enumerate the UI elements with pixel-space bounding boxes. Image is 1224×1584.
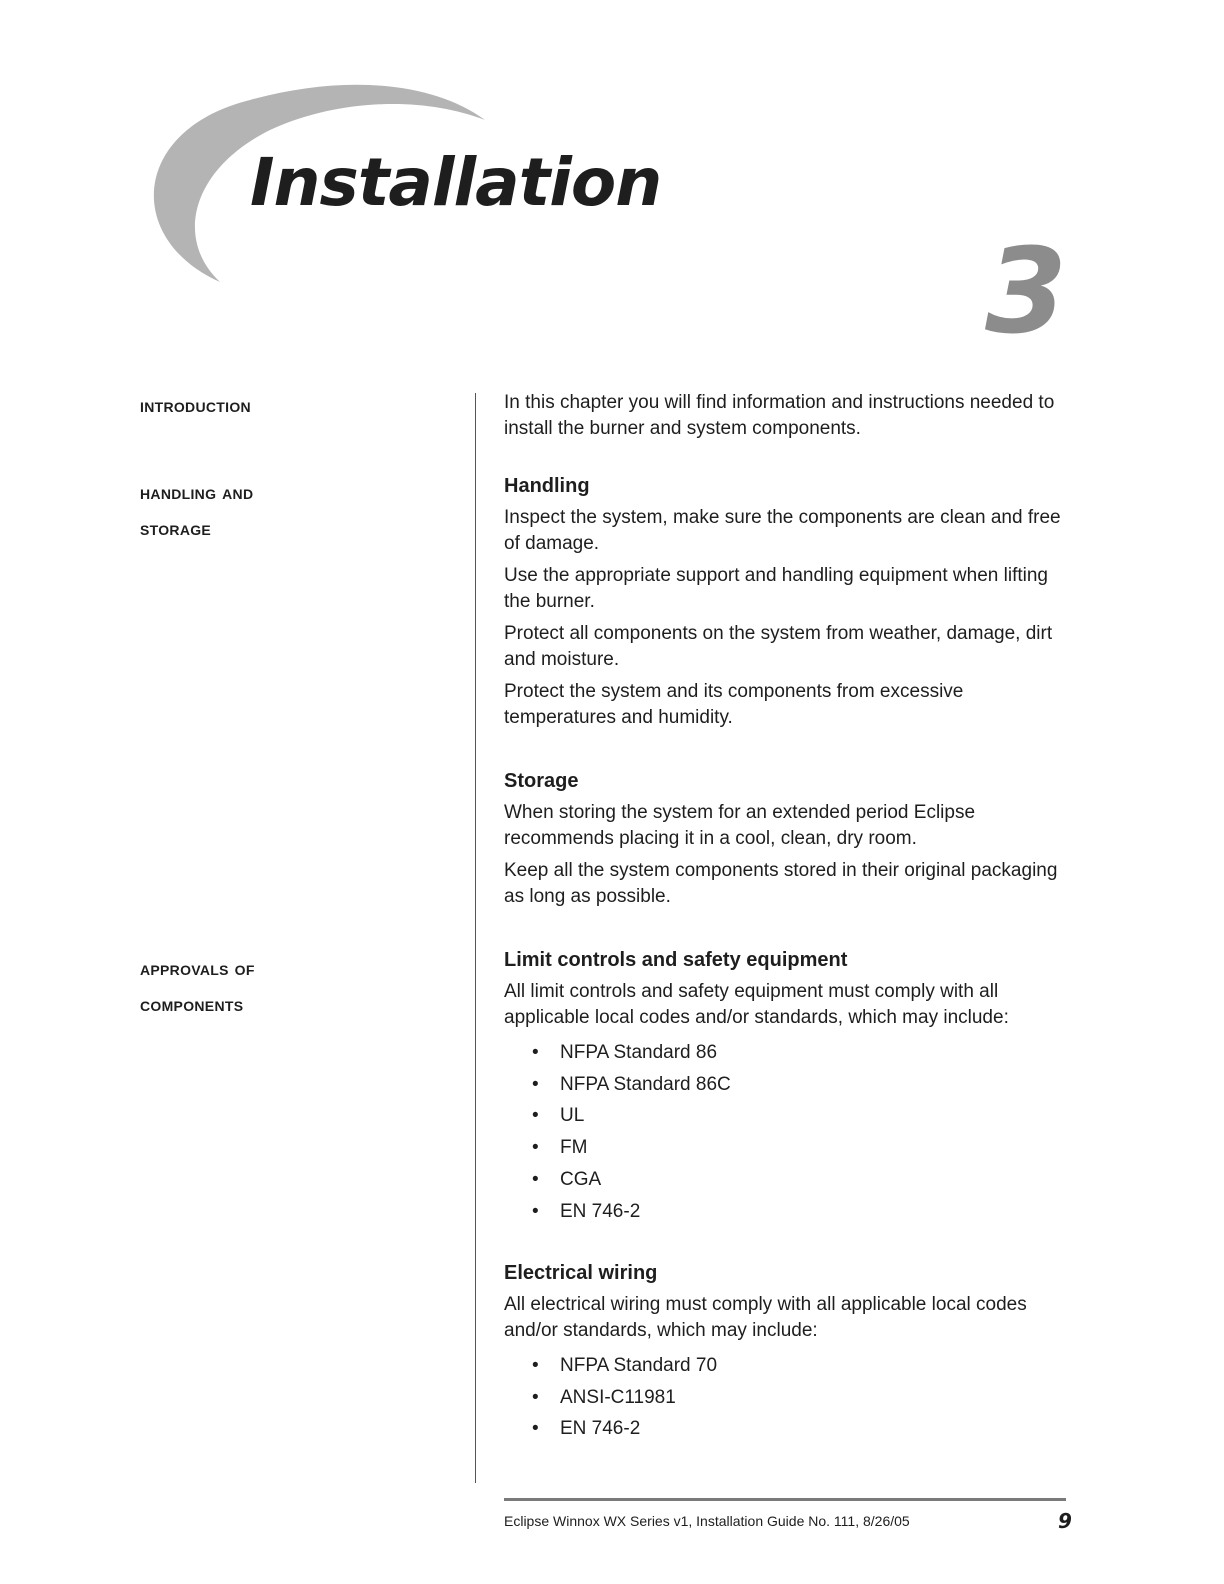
handling-section [504, 473, 1074, 737]
footer-text: Eclipse Winnox WX Series v1, Installation Guide No. 111, 8/26/05 [504, 1513, 910, 1529]
sidebar-heading-approvals-line1: approvals of [140, 958, 255, 980]
intro-section [504, 390, 1074, 448]
storage-paragraph: Keep all the system components stored in their original packaging as long as possible. [504, 860, 1058, 907]
sidebar-heading-handling-storage [140, 475, 440, 547]
handling-paragraph: Protect the system and its components from excessive temperatures and humidity. [504, 681, 964, 728]
list-item: • UL [532, 1100, 1074, 1132]
sidebar-heading-handling-line2: storage [140, 518, 212, 540]
sidebar-heading-approvals-line2: components [140, 994, 244, 1016]
intro-paragraph: In this chapter you will find information and instructions needed to install the burner and system components. [504, 392, 1055, 439]
sidebar-heading-handling-line1: handling and [140, 482, 254, 504]
electrical-wiring-section [504, 1260, 1074, 1445]
list-item: • EN 746-2 [532, 1196, 1074, 1228]
sidebar-heading-introduction-text: introduction [140, 395, 251, 417]
handling-heading: Handling [504, 475, 590, 497]
limit-controls-paragraph: All limit controls and safety equipment must comply with all applicable local codes and/or standards, which may include: [504, 981, 1009, 1028]
list-item: • EN 746-2 [532, 1413, 1074, 1445]
sidebar-heading-approvals [140, 951, 440, 1023]
list-item: • NFPA Standard 86C [532, 1069, 1074, 1101]
electrical-wiring-paragraph: All electrical wiring must comply with all applicable local codes and/or standards, which may include: [504, 1294, 1027, 1341]
limit-controls-heading: Limit controls and safety equipment [504, 949, 848, 971]
chapter-title: Installation [250, 144, 662, 221]
handling-paragraph: Use the appropriate support and handling equipment when lifting the burner. [504, 565, 1048, 612]
storage-heading: Storage [504, 770, 579, 792]
page-number: 9 [1058, 1509, 1072, 1533]
list-item: • FM [532, 1132, 1074, 1164]
handling-paragraph: Protect all components on the system from weather, damage, dirt and moisture. [504, 623, 1053, 670]
limit-controls-list [504, 1037, 1074, 1227]
limit-controls-section [504, 947, 1074, 1227]
footer-rule [504, 1498, 1066, 1501]
electrical-wiring-heading: Electrical wiring [504, 1262, 658, 1284]
electrical-wiring-list [504, 1350, 1074, 1445]
storage-section [504, 768, 1074, 916]
column-divider [475, 393, 476, 1483]
list-item: • NFPA Standard 86 [532, 1037, 1074, 1069]
list-item: • ANSI-C11981 [532, 1382, 1074, 1414]
handling-paragraph: Inspect the system, make sure the components are clean and free of damage. [504, 507, 1061, 554]
list-item: • CGA [532, 1164, 1074, 1196]
storage-paragraph: When storing the system for an extended period Eclipse recommends placing it in a cool, clean, dry room. [504, 802, 976, 849]
list-item: • NFPA Standard 70 [532, 1350, 1074, 1382]
sidebar-heading-introduction [140, 388, 440, 424]
chapter-number: 3 [985, 222, 1068, 360]
